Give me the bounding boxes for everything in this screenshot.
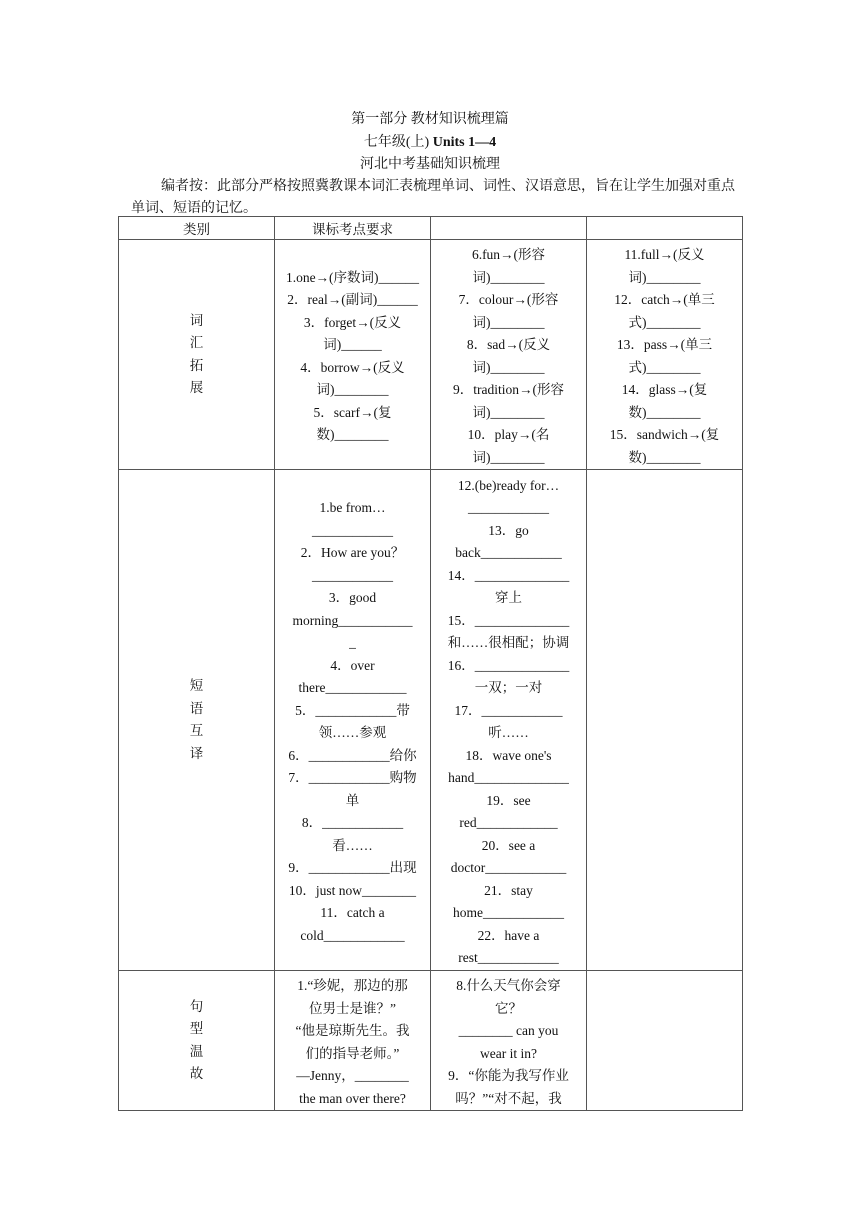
cell-line: 8．sad→(反义词)________ [466,337,551,375]
cell-line: 11.full→(反义词)________ [624,247,705,285]
cell-line: 它？ [495,1000,522,1016]
table-row [119,470,743,971]
cell-line: —Jenny，________ [296,1068,409,1083]
cell-line: 穿上 [495,590,522,605]
cell-line: 20．see a [481,837,536,853]
cell-line: 5．scarf→(复数)________ [313,404,392,442]
cell-line: 21．stay [484,882,533,898]
cell-line: 3．good [328,590,377,605]
cell-line: 展 [189,380,204,395]
sentences-col4 [587,971,743,1111]
cell-line: 6．____________给你 [288,747,417,763]
cell-line: 1.one→(序数词)______ [285,269,420,285]
knowledge-table [118,216,743,1111]
cell-line: 15．______________ [447,612,570,628]
cell-line: 10．just now________ [288,882,417,898]
cell-line: wear it in? [480,1045,537,1061]
cell-line: 12．catch→(单三式)________ [614,292,715,330]
vocab-col2 [275,240,431,470]
cell-line: 单 [345,792,360,808]
cell-line: back____________ [455,545,562,560]
cell-line: 互 [189,723,204,738]
cell-line: 语 [189,700,204,716]
cell-line: home____________ [453,905,564,920]
subtitle: 河北中考基础知识梳理 [360,157,500,172]
cell-line: 句 [189,998,204,1014]
cell-line: 1.“珍妮，那边的那 [297,978,408,993]
phrases-col3 [431,470,587,971]
cell-line: 6.fun→(形容词)________ [471,247,546,285]
cell-line: 9．“你能为我写作业 [448,1068,569,1083]
cell-line: 13．pass→(单三式)________ [616,337,713,375]
cell-line: 和……很相配；协调 [447,635,570,650]
cell-line: rest____________ [458,950,559,965]
cell-line: 13．go [488,522,529,538]
cell-line: 1.be from… [319,500,386,515]
cell-line: 7．colour→(形容词)________ [458,292,559,330]
cell-line: 15．sandwich→(复数)________ [609,427,720,465]
section-title: 第一部分 教材知识梳理篇 [351,112,509,127]
cell-line: 7．____________购物 [288,770,417,785]
cell-line: doctor____________ [450,860,567,875]
cell-line: red____________ [459,815,558,830]
table-row [119,240,743,470]
cell-line: 2．How are you？ [300,545,405,560]
cell-line: 12.(be)ready for… [457,477,560,493]
cell-line: ____________ [312,567,393,583]
cell-line: 8.什么天气你会穿 [456,978,561,993]
cell-line: 位男士是谁？” [309,1000,396,1016]
vocab-col4 [587,240,743,470]
cell-line: “他是琼斯先生。我 [295,1023,410,1038]
cell-line: 18．wave one's [465,747,552,763]
cell-line: ____________ [468,500,549,515]
sentences-col3 [431,971,587,1111]
vocab-col3 [431,240,587,470]
cell-line: 9．tradition→(形容词)________ [453,382,564,420]
cell-line: 4．borrow→(反义词)________ [300,359,405,397]
cell-line: ____________ [312,522,393,538]
table-row [119,971,743,1111]
cell-line: 故 [189,1066,204,1081]
header-category: 类别 [119,217,275,240]
category-phrases [119,470,275,971]
header-blank-3 [431,217,587,240]
cell-line: 们的指导老师。” [305,1045,400,1061]
phrases-col4 [587,470,743,971]
cell-line: 型 [189,1021,204,1036]
cell-line: 14．______________ [447,567,570,583]
cell-line: 9．____________出现 [288,860,417,875]
cell-line: 5．____________带 [295,702,410,718]
category-sentences [119,971,275,1111]
table-header-row [119,217,743,240]
sentences-col2 [275,971,431,1111]
cell-line: 16．______________ [447,657,570,673]
cell-line: 2．real→(副词)______ [287,292,418,307]
phrases-col2 [275,470,431,971]
header-blank-4 [587,217,743,240]
cell-line: 拓 [189,357,204,373]
cell-line: 看…… [332,837,373,853]
cell-line: 汇 [189,335,204,350]
cell-line: 8．____________ [301,815,404,830]
cell-line: _ [349,635,356,650]
cell-line: there____________ [298,680,407,695]
cell-line: 领……参观 [318,725,387,740]
cell-line: 19．see [486,792,531,808]
cell-line: 22．have a [477,927,540,943]
editor-note: 编者按：此部分严格按照冀教课本词汇表梳理单词、词性、汉语意思，旨在让学生加强对重点单词、短语的记忆。 [131,179,735,216]
cell-line: 11．catch a [320,905,385,920]
cell-line: 14．glass→(复数)________ [621,382,708,420]
cell-line: 一双；一对 [474,680,543,695]
cell-line: 词 [189,312,204,328]
cell-line: morning___________ [292,612,413,628]
cell-line: 17．____________ [454,702,563,718]
cell-line: 吗？”“对不起，我 [455,1090,562,1106]
cell-line: 3．forget→(反义词)______ [303,314,402,352]
header-requirements: 课标考点要求 [275,217,431,240]
cell-line: cold____________ [300,927,405,943]
cell-line: 听…… [488,725,529,740]
cell-line: 译 [189,745,204,761]
cell-line: 10．play→(名词)________ [467,427,550,465]
category-vocab [119,240,275,470]
cell-line: the man over there? [299,1090,406,1106]
cell-line: 短 [189,678,204,693]
unit-title: 七年级(上) Units 1—4 [363,135,497,150]
cell-line: hand______________ [448,770,569,785]
cell-line: ________ can you [458,1023,559,1038]
cell-line: 4．over [330,657,375,673]
cell-line: 温 [189,1043,204,1059]
